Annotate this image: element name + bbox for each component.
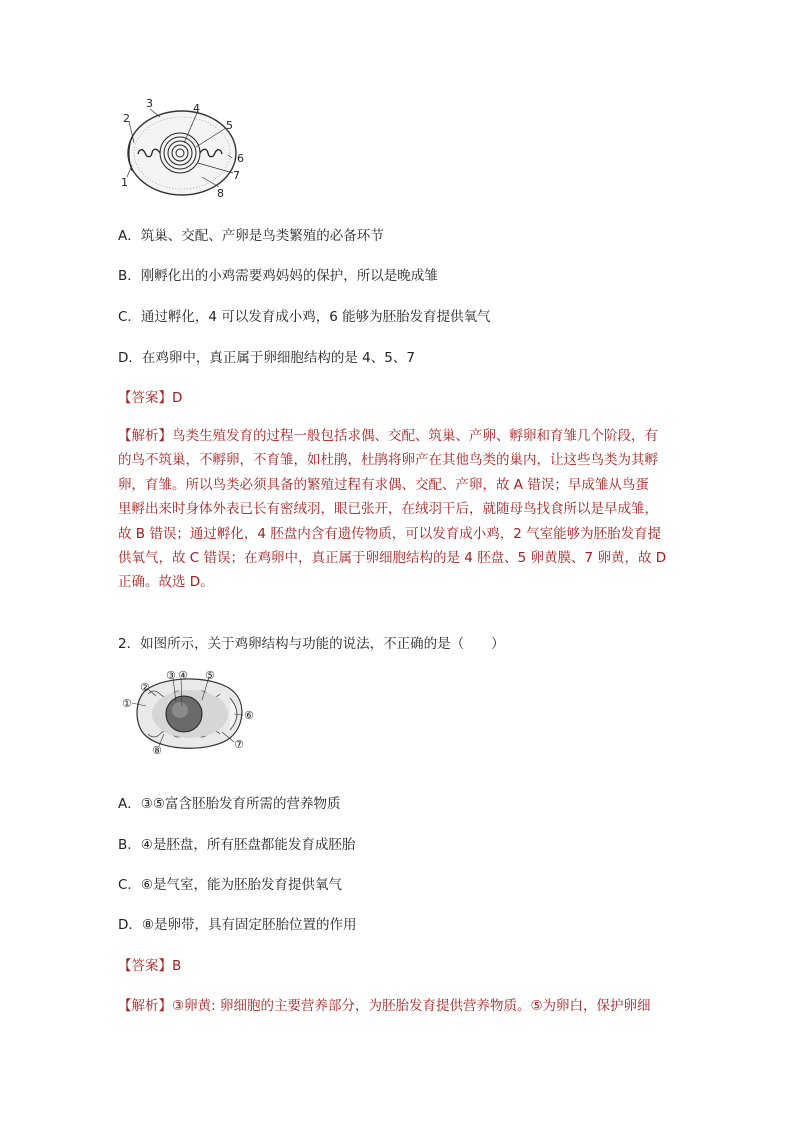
fig2-label-5: ⑤	[205, 669, 215, 682]
fig2-label-6: ⑥	[244, 709, 254, 722]
q1-answer-label: 【答案】	[118, 390, 172, 406]
fig2-label-8: ⑧	[152, 744, 162, 756]
fig1-label-2: 2	[123, 112, 130, 125]
q2-analysis-line: 【解析】③卵黄: 卵细胞的主要营养部分，为胚胎发育提供营养物质。⑤为卵白，保护卵细	[118, 998, 651, 1014]
q2-answer	[118, 954, 181, 974]
q2-option-d: D．⑧是卵带，具有固定胚胎位置的作用	[118, 917, 357, 933]
egg-diagram-2	[118, 668, 260, 756]
q1-analysis-line: 【解析】鸟类生殖发育的过程一般包括求偶、交配、筑巢、产卵、孵卵和育雏几个阶段，有	[118, 428, 658, 444]
fig2-label-3: ③	[166, 669, 176, 682]
q1-answer	[118, 386, 182, 406]
q2-stem: 2．如图所示，关于鸡卵结构与功能的说法，不正确的是（ ）	[118, 636, 505, 652]
fig1-label-5: 5	[226, 119, 233, 132]
q1-option-a: A．筑巢、交配、产卵是鸟类繁殖的必备环节	[118, 228, 384, 244]
fig2-label-2: ②	[140, 681, 150, 694]
q1-analysis-line: 的鸟不筑巢，不孵卵，不育雏，如杜鹃，杜鹃将卵产在其他鸟类的巢内，让这些鸟类为其孵	[118, 452, 658, 469]
egg-diagram-1	[118, 95, 248, 203]
q1-analysis-line: 正确。故选 D。	[118, 574, 214, 591]
fig1-label-1: 1	[121, 176, 128, 189]
q1-option-d: D．在鸡卵中，真正属于卵细胞结构的是 4、5、7	[118, 350, 415, 366]
q1-analysis-line: 里孵出来时身体外表已长有密绒羽，眼已张开，在绒羽干后，就随母鸟找食所以是早成雏，	[118, 501, 658, 518]
q1-analysis-line: 卵，育雏。所以鸟类必须具备的繁殖过程有求偶、交配、产卵，故 A 错误；早成雏从鸟蛋	[118, 476, 649, 493]
q1-answer-value: D	[172, 390, 183, 406]
fig1-label-3: 3	[146, 97, 153, 110]
fig2-label-1: ①	[122, 697, 132, 710]
fig1-label-7: 7	[233, 169, 240, 182]
fig1-label-6: 6	[237, 152, 244, 165]
q2-option-a: A．③⑤富含胚胎发育所需的营养物质	[118, 796, 341, 812]
q1-analysis	[118, 424, 678, 595]
q2-option-c: C．⑥是气室，能为胚胎发育提供氧气	[118, 877, 343, 893]
fig1-label-4: 4	[193, 102, 200, 115]
q2-answer-label: 【答案】	[118, 958, 172, 974]
q1-analysis-line: 故 B 错误；通过孵化，4 胚盘内含有遗传物质，可以发育成小鸡，2 气室能够为胚胎发育提	[118, 525, 662, 542]
fig1-label-8: 8	[217, 187, 224, 200]
q1-option-b: B．刚孵化出的小鸡需要鸡妈妈的保护，所以是晚成雏	[118, 268, 438, 284]
fig2-label-7: ⑦	[234, 738, 244, 751]
fig2-label-4: ④	[178, 669, 188, 682]
q2-option-b: B．④是胚盘，所有胚盘都能发育成胚胎	[118, 837, 356, 853]
q1-analysis-line: 供氧气，故 C 错误；在鸡卵中，真正属于卵细胞结构的是 4 胚盘、5 卵黄膜、7 卵黄，故 D	[118, 550, 667, 567]
egg-shell	[128, 111, 236, 195]
q1-option-c: C．通过孵化，4 可以发育成小鸡，6 能够为胚胎发育提供氧气	[118, 309, 491, 325]
q2-answer-value: B	[172, 958, 182, 974]
